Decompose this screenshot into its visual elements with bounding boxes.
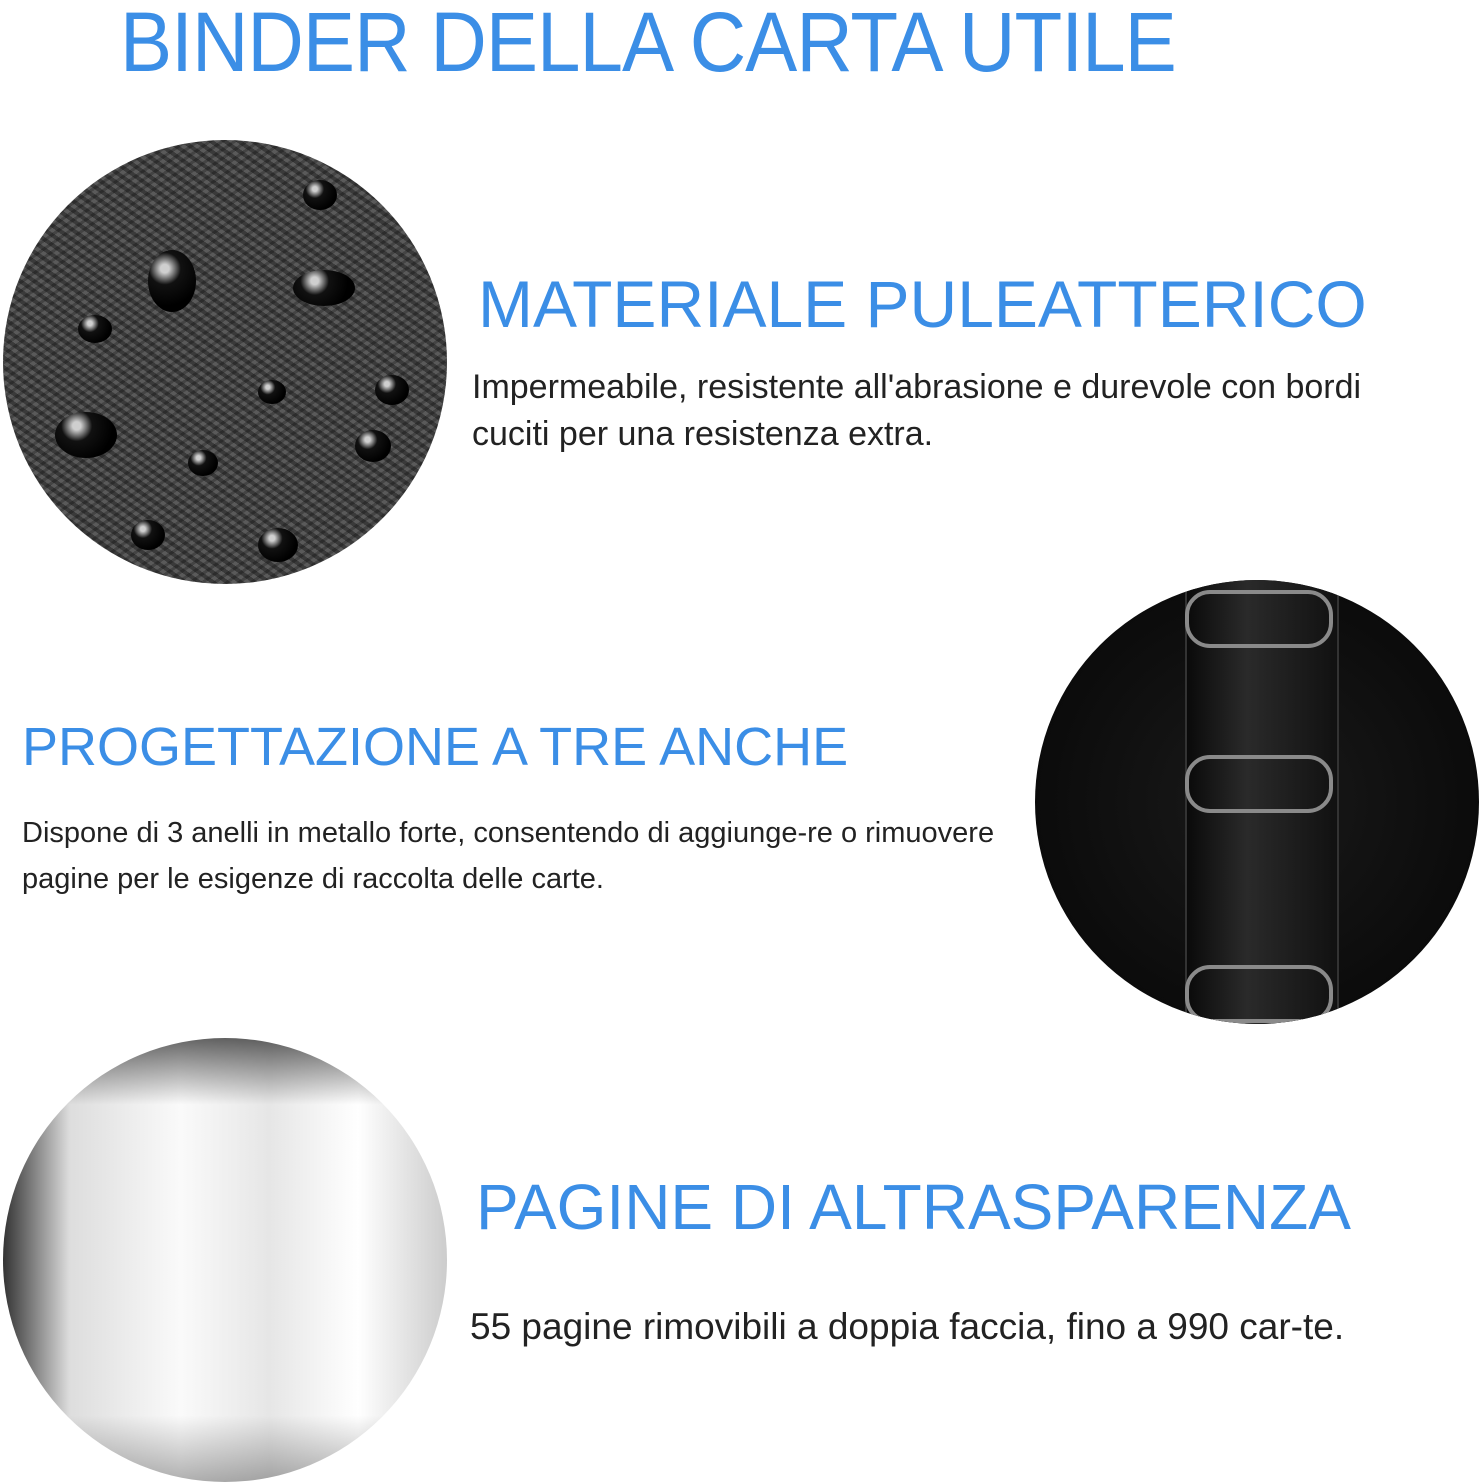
feature-text: Impermeabile, resistente all'abrasione e durevole con bordi cuciti per una resistenza extra. <box>472 368 1362 453</box>
water-drop <box>303 180 337 210</box>
metal-ring <box>1185 590 1333 648</box>
feature-text: 55 pagine rimovibili a doppia faccia, fino a 990 car-te. <box>470 1306 1345 1347</box>
waterproof-material-photo <box>3 140 447 584</box>
water-drop <box>355 430 391 462</box>
feature-text: Dispone di 3 anelli in metallo forte, consentendo di aggiunge-re o rimuovere pagine per le esigenze di raccolta delle carte. <box>22 817 995 896</box>
water-drop <box>148 250 196 312</box>
water-drop <box>55 412 117 458</box>
three-ring-binder-photo <box>1035 580 1479 1024</box>
water-drop <box>258 528 298 562</box>
water-drop <box>78 315 112 343</box>
metal-ring <box>1185 965 1333 1023</box>
water-drop <box>258 380 286 404</box>
feature-heading: PROGETTAZIONE A TRE ANCHE <box>22 717 849 777</box>
page-title: BINDER DELLA CARTA UTILE <box>120 0 1176 89</box>
water-drop <box>188 450 218 476</box>
feature-heading: PAGINE DI ALTRASPARENZA <box>476 1171 1351 1243</box>
water-drop <box>293 270 355 306</box>
water-drop <box>375 375 409 405</box>
water-drop <box>131 520 165 550</box>
metal-ring <box>1185 755 1333 813</box>
feature-heading: MATERIALE PULEATTERICO <box>478 267 1367 341</box>
transparent-pages-photo <box>3 1038 447 1482</box>
